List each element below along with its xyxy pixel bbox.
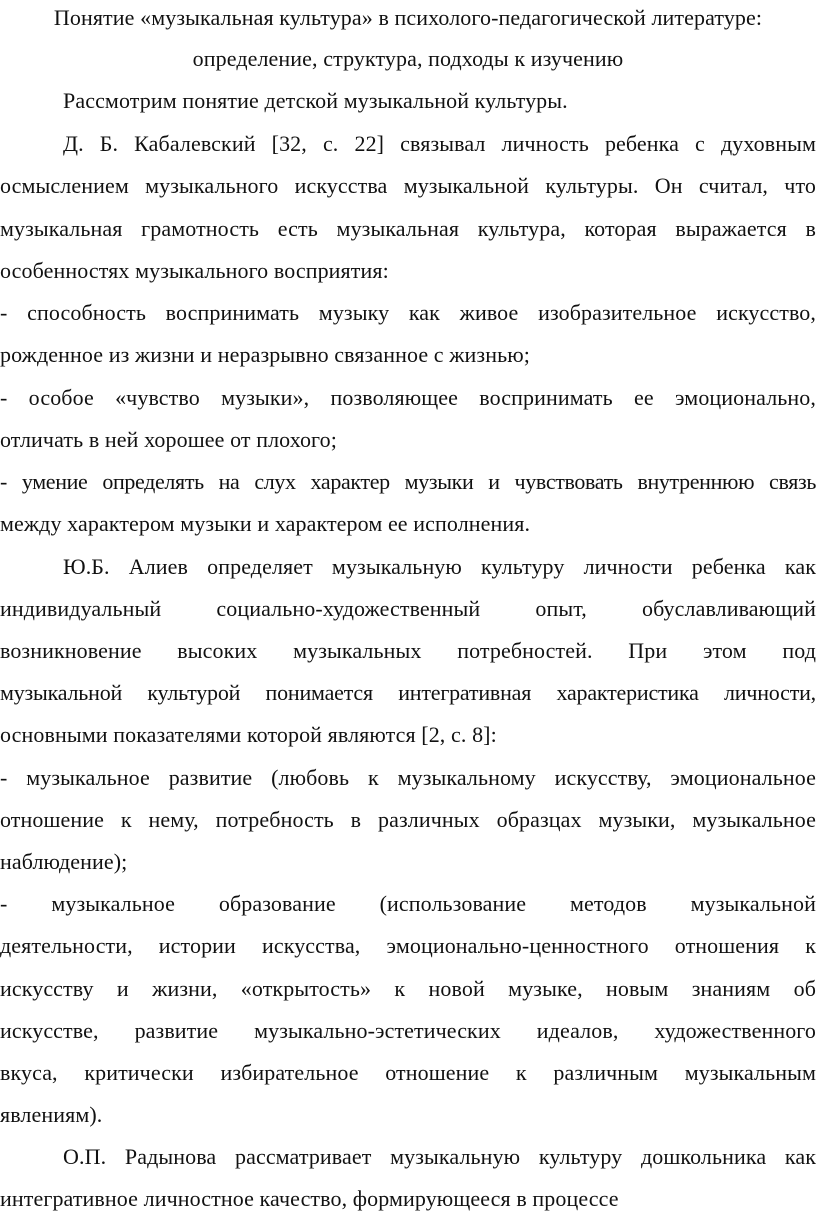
list-item-line: - музыкальное образование (использование методов музыкальной (0, 891, 816, 916)
list-item-line: между характером музыки и характером ее исполнения. (0, 511, 531, 536)
text-line: Ю.Б. Алиев определяет музыкальную культуру личности ребенка как (63, 554, 816, 579)
text-line: интегративное личностное качество, формирующееся в процессе (0, 1186, 619, 1211)
list-item-line: - музыкальное развитие (любовь к музыкальному искусству, эмоциональное (0, 765, 816, 790)
title-line-1: Понятие «музыкальная культура» в психолого-педагогической литературе: (53, 5, 763, 30)
paragraph-intro: Рассмотрим понятие детской музыкальной культуры. (63, 88, 568, 113)
list-item-line: рожденное из жизни и неразрывно связанное с жизнью; (0, 342, 530, 367)
list-item-line: деятельности, истории искусства, эмоционально-ценностного отношения к (0, 933, 816, 958)
text-line: Д. Б. Кабалевский [32, с. 22] связывал личность ребенка с духовным (63, 131, 816, 156)
text-line: музыкальная грамотность есть музыкальная культура, которая выражается в (0, 216, 816, 241)
text-line: возникновение высоких музыкальных потребностей. При этом под (0, 638, 816, 663)
title-line-2: определение, структура, подходы к изучению (192, 46, 624, 71)
list-item-line: отличать в ней хорошее от плохого; (0, 427, 337, 452)
text-line: О.П. Радынова рассматривает музыкальную культуру дошкольника как (63, 1144, 816, 1169)
list-item-line: - умение определять на слух характер музыки и чувствовать внутреннюю связь (0, 469, 816, 494)
list-item-line: явлениям). (0, 1102, 103, 1127)
list-item-line: отношение к нему, потребность в различных образцах музыки, музыкальное (0, 807, 816, 832)
list-item-line: - особое «чувство музыки», позволяющее воспринимать ее эмоционально, (0, 385, 816, 410)
text-line: основными показателями которой являются [2, с. 8]: (0, 722, 497, 747)
list-item-line: искусству и жизни, «открытость» к новой музыке, новым знаниям об (0, 976, 816, 1001)
list-item-line: искусстве, развитие музыкально-эстетических идеалов, художественного (0, 1018, 816, 1043)
list-item-line: вкуса, критически избирательное отношение к различным музыкальным (0, 1060, 816, 1085)
text-line: осмыслением музыкального искусства музыкальной культуры. Он считал, что (0, 173, 816, 198)
text-line: индивидуальный социально-художественный опыт, обуславливающий (0, 596, 816, 621)
list-item-line: - способность воспринимать музыку как живое изобразительное искусство, (0, 300, 816, 325)
text-line: особенностях музыкального восприятия: (0, 258, 389, 283)
list-item-line: наблюдение); (0, 849, 128, 874)
text-line: музыкальной культурой понимается интегративная характеристика личности, (0, 680, 816, 705)
